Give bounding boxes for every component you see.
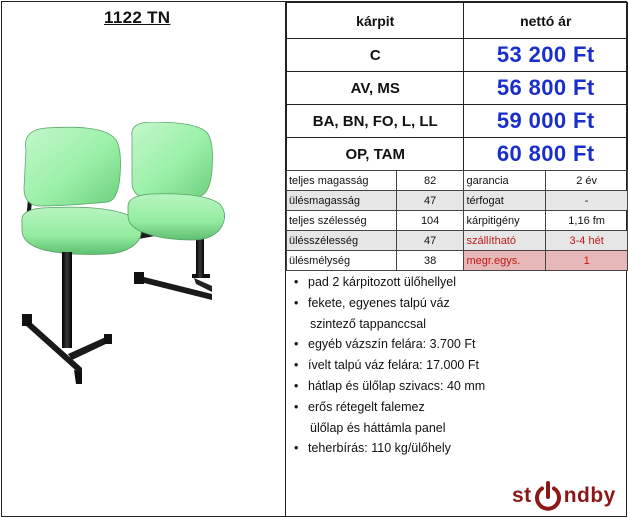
bullet-icon: • bbox=[294, 358, 299, 373]
bullet-icon: • bbox=[294, 295, 299, 310]
product-image-panel bbox=[2, 2, 286, 516]
spec-row bbox=[287, 171, 628, 191]
feature-text: fekete, egyenes talpú váz bbox=[308, 295, 450, 310]
price-table-header bbox=[287, 3, 628, 39]
feature-text: teherbírás: 110 kg/ülőhely bbox=[308, 441, 451, 456]
feature-item bbox=[294, 293, 624, 314]
bullet-icon: • bbox=[294, 378, 299, 393]
spec-label: ülésmélység bbox=[287, 251, 397, 271]
logo-text-right: ndby bbox=[563, 484, 616, 507]
net-price: 56 800 Ft bbox=[464, 72, 628, 105]
spec-value: 1,16 fm bbox=[546, 211, 628, 231]
bullet-icon: • bbox=[294, 275, 299, 289]
price-table bbox=[286, 2, 628, 171]
spec-value: 47 bbox=[396, 191, 464, 211]
price-row bbox=[287, 39, 628, 72]
feature-text: pad 2 kárpitozott ülőhellyel bbox=[308, 275, 457, 289]
spec-row bbox=[287, 231, 628, 251]
feature-text: egyéb vázszín felára: 3.700 Ft bbox=[308, 337, 476, 352]
price-row bbox=[287, 72, 628, 105]
delivery-label: szállítható bbox=[464, 231, 546, 251]
order-unit-value: 1 bbox=[546, 251, 628, 271]
feature-text: ívelt talpú váz felára: 17.000 Ft bbox=[308, 358, 479, 373]
two-seat-bench-image bbox=[16, 122, 226, 394]
spec-value: 2 év bbox=[546, 171, 628, 191]
feature-item bbox=[294, 397, 624, 418]
pricing-and-specs-panel bbox=[286, 2, 628, 516]
spec-row bbox=[287, 191, 628, 211]
spec-label: garancia bbox=[464, 171, 546, 191]
fabric-category: AV, MS bbox=[287, 72, 464, 105]
fabric-category: OP, TAM bbox=[287, 138, 464, 171]
spec-label: ülésszélesség bbox=[287, 231, 397, 251]
spec-label: teljes szélesség bbox=[287, 211, 397, 231]
spec-label: ülésmagasság bbox=[287, 191, 397, 211]
fabric-column-header: kárpit bbox=[287, 3, 464, 39]
spec-row bbox=[287, 211, 628, 231]
spec-value: 104 bbox=[396, 211, 464, 231]
feature-text: erős rétegelt falemez bbox=[308, 399, 425, 414]
feature-item bbox=[294, 376, 624, 397]
delivery-time: 3-4 hét bbox=[546, 231, 628, 251]
feature-text-continuation: ülőlap és háttámla panel bbox=[310, 420, 446, 435]
feature-list bbox=[294, 272, 624, 459]
product-sheet bbox=[1, 1, 627, 517]
product-code: 1122 TN bbox=[104, 8, 171, 27]
net-price: 60 800 Ft bbox=[464, 138, 628, 171]
spec-value: 82 bbox=[396, 171, 464, 191]
feature-text: hátlap és ülőlap szivacs: 40 mm bbox=[308, 378, 486, 393]
feature-item bbox=[294, 334, 624, 355]
feature-item bbox=[294, 438, 624, 459]
spec-label: térfogat bbox=[464, 191, 546, 211]
spec-value: 38 bbox=[396, 251, 464, 271]
spec-value: 47 bbox=[396, 231, 464, 251]
bullet-icon: • bbox=[294, 337, 299, 352]
fabric-category: BA, BN, FO, L, LL bbox=[287, 105, 464, 138]
fabric-category: C bbox=[287, 39, 464, 72]
price-column-header: nettó ár bbox=[464, 3, 628, 39]
spec-value: - bbox=[546, 191, 628, 211]
logo-text-left: st bbox=[512, 484, 532, 507]
bullet-icon: • bbox=[294, 399, 299, 414]
net-price: 59 000 Ft bbox=[464, 105, 628, 138]
price-row bbox=[287, 105, 628, 138]
feature-item bbox=[294, 355, 624, 376]
spec-label: teljes magasság bbox=[287, 171, 397, 191]
feature-item bbox=[294, 272, 624, 293]
feature-text-continuation: szintező tappanccsal bbox=[310, 316, 427, 331]
net-price: 53 200 Ft bbox=[464, 39, 628, 72]
spec-row bbox=[287, 251, 628, 271]
spec-label: kárpitigény bbox=[464, 211, 546, 231]
bullet-icon: • bbox=[294, 441, 299, 456]
standby-logo bbox=[512, 479, 616, 513]
power-icon bbox=[533, 481, 563, 511]
order-unit-label: megr.egys. bbox=[464, 251, 546, 271]
spec-table bbox=[286, 170, 628, 271]
price-row bbox=[287, 138, 628, 171]
